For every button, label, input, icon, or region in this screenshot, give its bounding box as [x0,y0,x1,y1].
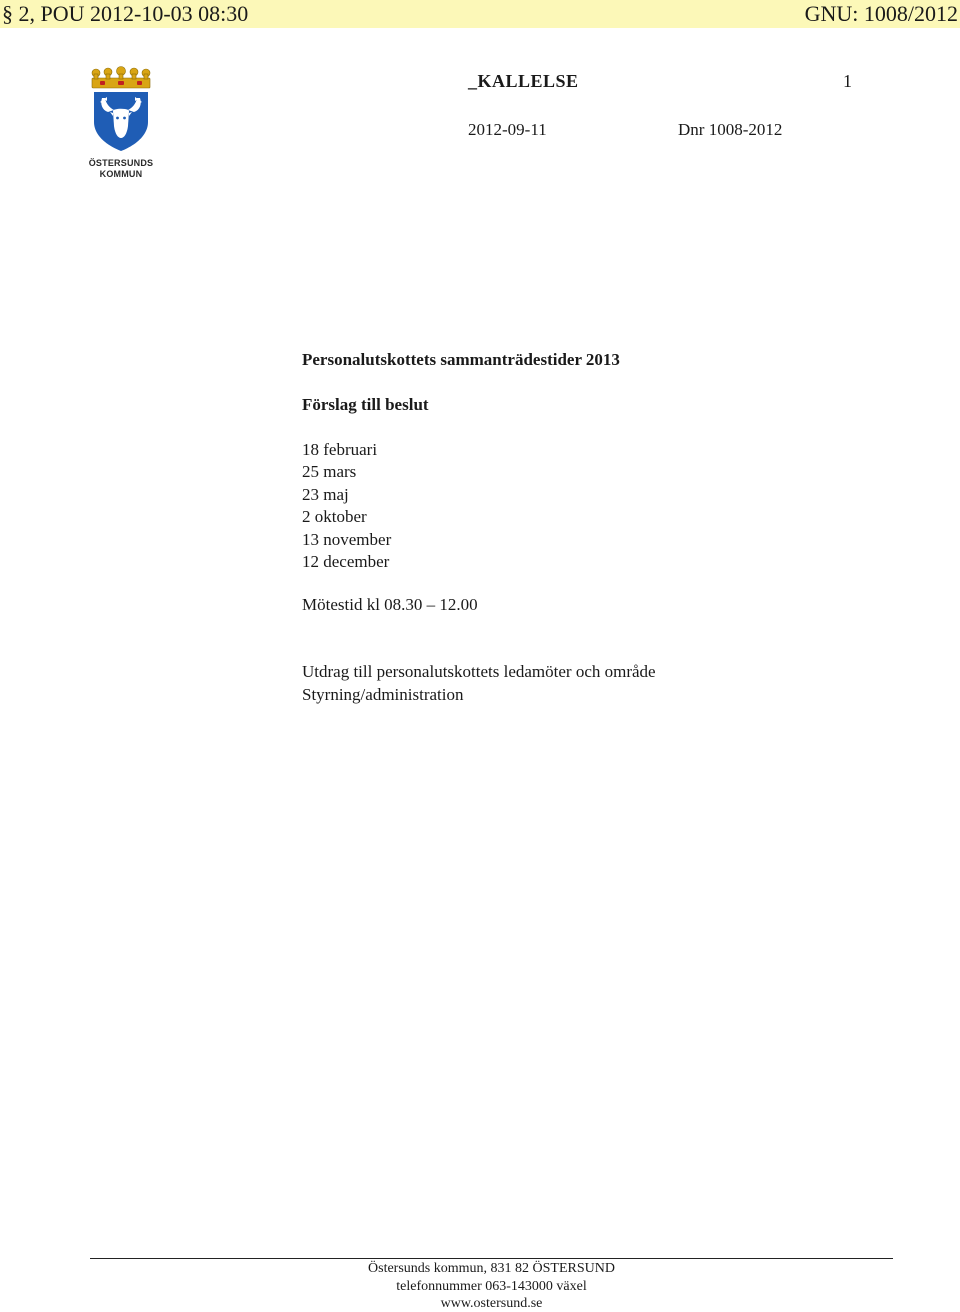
meeting-date: 12 december [302,552,390,572]
proposal-heading: Förslag till beslut [302,395,429,414]
footer-phone: telefonnummer 063-143000 växel [396,1279,587,1294]
meeting-date: 25 mars [302,462,357,482]
meeting-date: 13 november [302,529,392,549]
document-date: 2012-09-11 [468,120,547,139]
footer-website[interactable]: www.ostersund.se [440,1296,543,1311]
municipality-logo [88,64,154,182]
logo-text-line2: KOMMUN [99,169,143,179]
footer-address: Östersunds kommun, 831 82 ÖSTERSUND [368,1261,615,1276]
document-title: Personalutskottets sammanträdestider 2013 [302,350,620,369]
page-number: 1 [843,71,852,91]
header-paragraph-ref: § 2, POU 2012-10-03 08:30 [2,1,249,26]
document-type: _KALLELSE [468,71,579,91]
meeting-time: Mötestid kl 08.30 – 12.00 [302,595,478,614]
header-case-number: GNU: 1008/2012 [804,1,958,26]
page-header-bar [0,0,960,28]
footer-divider [90,1258,893,1259]
logo-text-line1: ÖSTERSUNDS [88,158,154,168]
document-dnr: Dnr 1008-2012 [678,120,783,139]
meeting-dates-list [302,439,391,573]
meeting-date: 2 oktober [302,507,367,527]
meeting-date: 18 februari [302,440,378,459]
distribution-note: Utdrag till personalutskottets ledamöter och område Styrning/administration [302,662,656,704]
coat-of-arms-icon [88,64,154,152]
meeting-date: 23 maj [302,484,349,504]
